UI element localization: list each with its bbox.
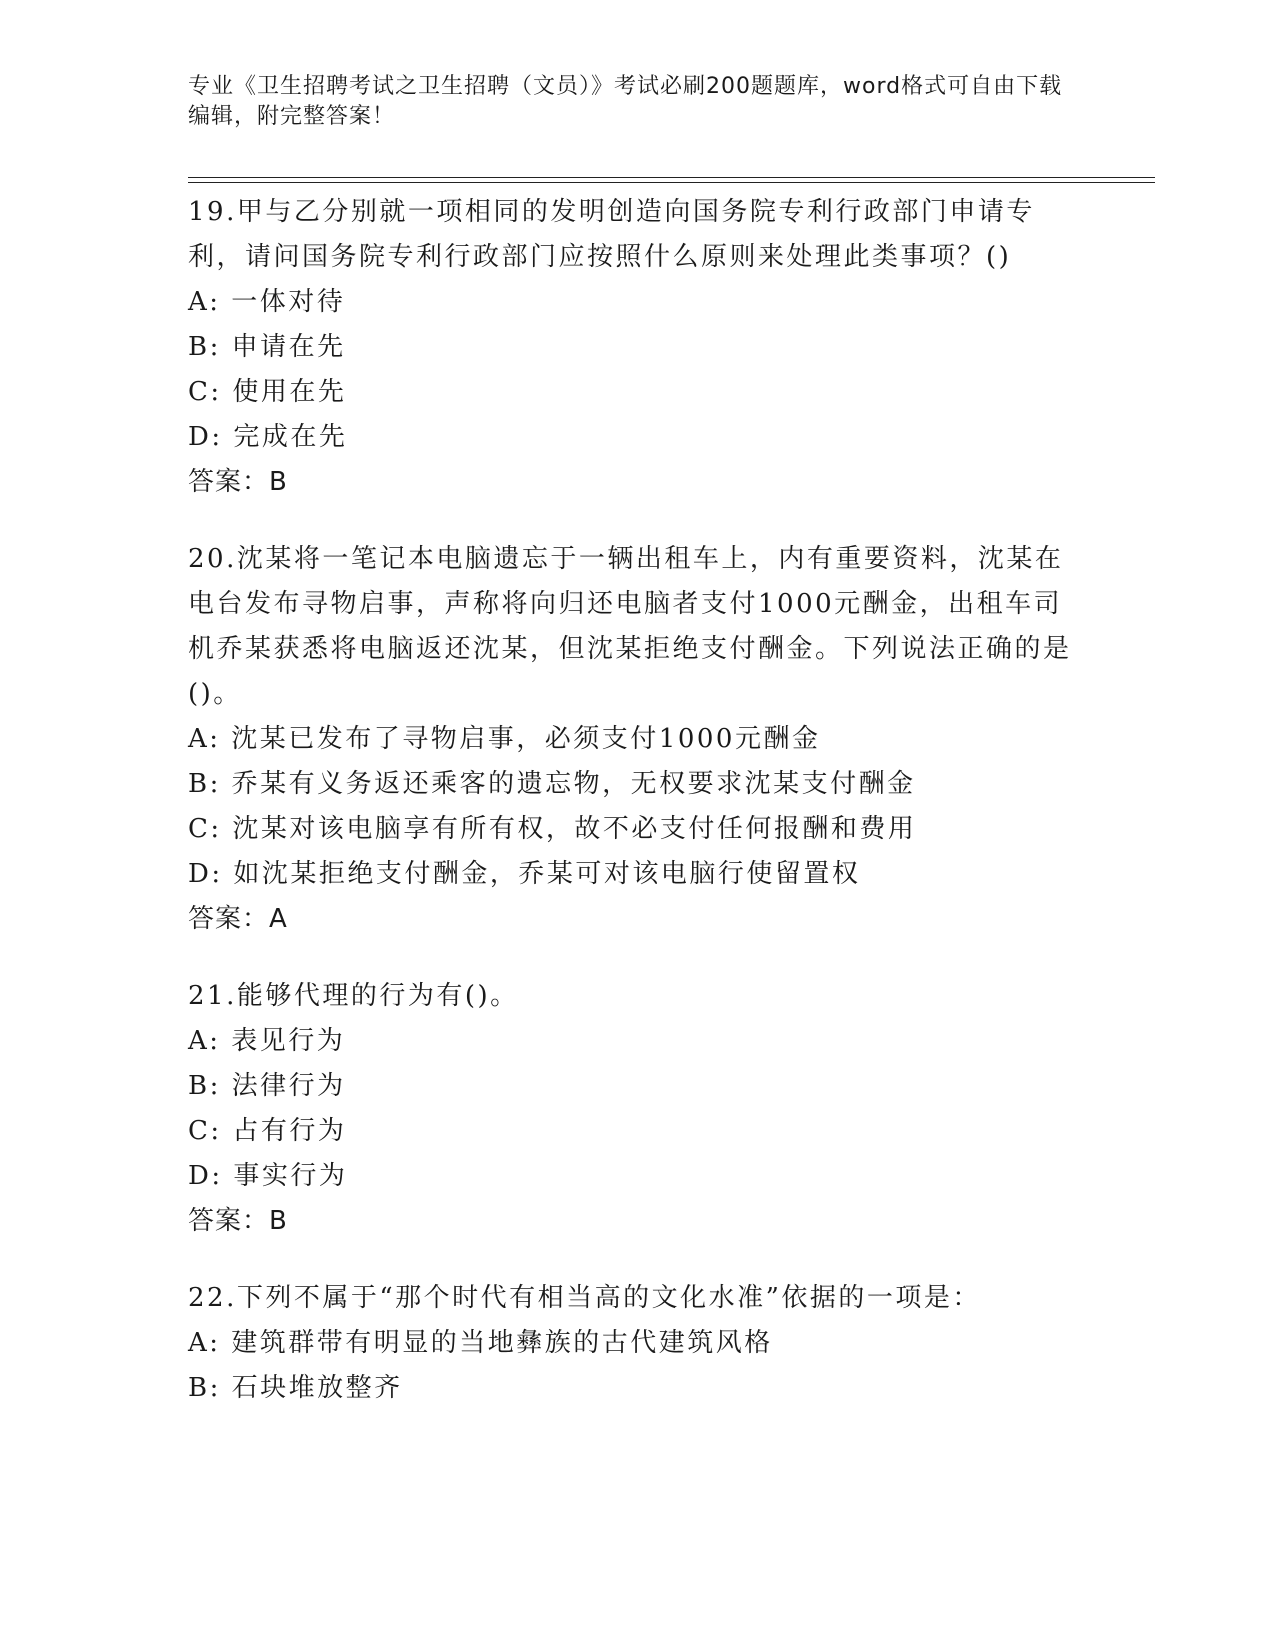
question-stem: 22.下列不属于“那个时代有相当高的文化水准”依据的一项是： xyxy=(188,1283,981,1313)
question-stem: 19.甲与乙分别就一项相同的发明创造向国务院专利行政部门申请专利，请问国务院专利行政部门应按照什么原则来处理此类事项？() xyxy=(188,197,1035,272)
question-19 xyxy=(188,190,1088,505)
question-22 xyxy=(188,1276,1088,1411)
option-a: A: 建筑群带有明显的当地彝族的古代建筑风格 xyxy=(188,1328,773,1358)
option-a: A: 一体对待 xyxy=(188,287,346,317)
option-d: D: 完成在先 xyxy=(188,422,348,452)
answer-line: 答案：B xyxy=(188,1206,288,1236)
answer-line: 答案：A xyxy=(188,904,288,934)
option-b: B: 乔某有义务返还乘客的遗忘物，无权要求沈某支付酬金 xyxy=(188,769,916,799)
option-a: A: 表见行为 xyxy=(188,1026,346,1056)
question-stem: 20.沈某将一笔记本电脑遗忘于一辆出租车上，内有重要资料，沈某在电台发布寻物启事，声称将向归还电脑者支付1000元酬金，出租车司机乔某获悉将电脑返还沈某，但沈某拒绝支付酬金。下列说法正确的是()。 xyxy=(188,544,1072,709)
answer-line: 答案：B xyxy=(188,467,288,497)
header-divider-top xyxy=(188,177,1155,178)
option-c: C: 占有行为 xyxy=(188,1116,347,1146)
question-stem: 21.能够代理的行为有()。 xyxy=(188,981,519,1011)
option-b: B: 法律行为 xyxy=(188,1071,346,1101)
header-divider-bottom xyxy=(188,182,1155,183)
option-d: D: 事实行为 xyxy=(188,1161,348,1191)
question-list xyxy=(188,190,1088,1443)
option-d: D: 如沈某拒绝支付酬金，乔某可对该电脑行使留置权 xyxy=(188,859,861,889)
document-header: 专业《卫生招聘考试之卫生招聘（文员）》考试必刷200题题库，word格式可自由下载编辑，附完整答案！ xyxy=(188,74,1063,129)
option-c: C: 使用在先 xyxy=(188,377,347,407)
option-a: A: 沈某已发布了寻物启事，必须支付1000元酬金 xyxy=(188,724,821,754)
option-b: B: 申请在先 xyxy=(188,332,346,362)
question-21 xyxy=(188,974,1088,1244)
question-20 xyxy=(188,537,1088,942)
option-b: B: 石块堆放整齐 xyxy=(188,1373,403,1403)
option-c: C: 沈某对该电脑享有所有权，故不必支付任何报酬和费用 xyxy=(188,814,917,844)
